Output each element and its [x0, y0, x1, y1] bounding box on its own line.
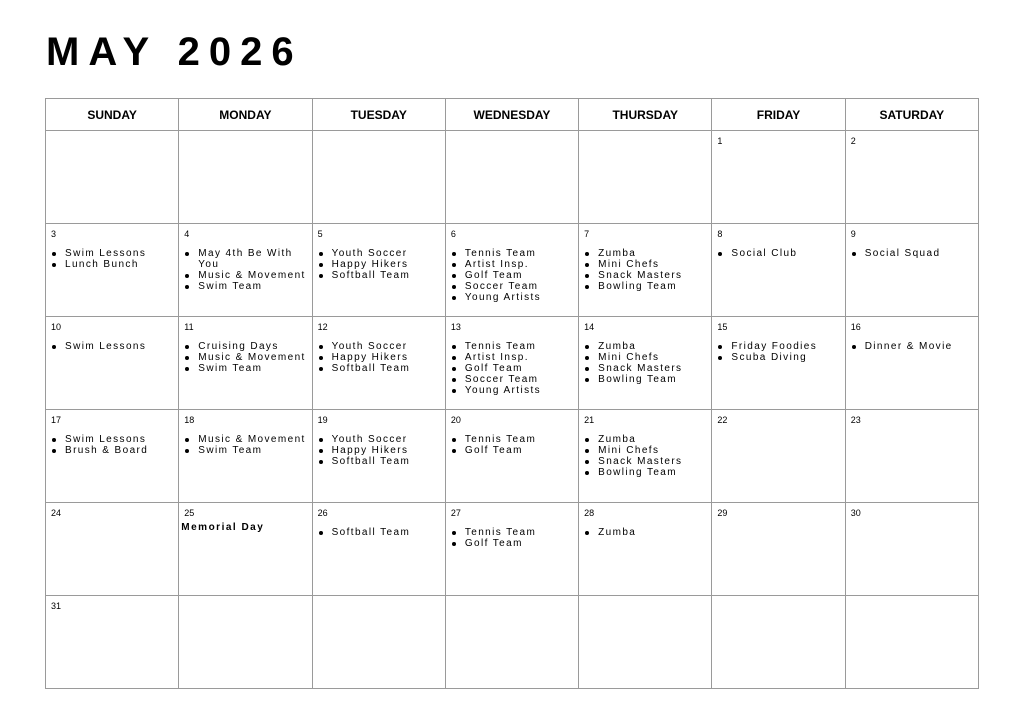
day-number: 31	[51, 601, 62, 611]
day-cell	[312, 317, 445, 410]
day-cell	[179, 503, 312, 596]
weekday-header: MONDAY	[179, 99, 312, 131]
day-number: 26	[317, 508, 328, 518]
event-list	[717, 248, 842, 259]
day-cell	[445, 596, 578, 689]
event-item: Swim Team	[184, 281, 309, 292]
event-list	[318, 248, 443, 281]
day-cell	[845, 317, 978, 410]
weekday-header: WEDNESDAY	[445, 99, 578, 131]
event-list	[584, 434, 709, 478]
event-list	[451, 341, 576, 396]
day-cell	[845, 131, 978, 224]
day-number: 11	[184, 322, 194, 332]
weekday-header: TUESDAY	[312, 99, 445, 131]
week-row	[46, 224, 979, 317]
event-item: Lunch Bunch	[51, 259, 176, 270]
event-item: Mini Chefs	[584, 445, 709, 456]
day-number: 22	[717, 415, 728, 425]
day-number: 27	[450, 508, 461, 518]
event-item: Golf Team	[451, 270, 576, 281]
day-number: 6	[450, 229, 456, 239]
day-cell	[445, 131, 578, 224]
event-item: Happy Hikers	[318, 445, 443, 456]
day-cell	[845, 596, 978, 689]
day-cell	[579, 503, 712, 596]
day-cell	[579, 596, 712, 689]
event-list	[184, 248, 309, 292]
event-item: Young Artists	[451, 385, 576, 396]
event-item: Artist Insp.	[451, 259, 576, 270]
day-number: 16	[850, 322, 861, 332]
day-cell	[46, 224, 179, 317]
event-list	[184, 434, 309, 456]
weekday-header: SATURDAY	[845, 99, 978, 131]
event-list	[584, 527, 709, 538]
event-list	[318, 434, 443, 467]
day-number: 5	[317, 229, 323, 239]
event-item: Zumba	[584, 527, 709, 538]
event-item: Bowling Team	[584, 374, 709, 385]
day-cell	[179, 317, 312, 410]
event-item: Young Artists	[451, 292, 576, 303]
day-number: 21	[584, 415, 595, 425]
weekday-header: THURSDAY	[579, 99, 712, 131]
event-list	[451, 434, 576, 456]
day-number: 14	[584, 322, 595, 332]
event-list	[51, 434, 176, 456]
event-item: Dinner & Movie	[851, 341, 976, 352]
event-list	[451, 527, 576, 549]
event-list	[851, 248, 976, 259]
day-cell	[46, 410, 179, 503]
day-number: 4	[184, 229, 190, 239]
week-row	[46, 131, 979, 224]
day-number: 8	[717, 229, 723, 239]
day-number: 10	[51, 322, 62, 332]
weekday-header: SUNDAY	[46, 99, 179, 131]
day-number: 25	[184, 508, 195, 518]
event-item: Golf Team	[451, 538, 576, 549]
weekday-header-row	[46, 99, 979, 131]
day-cell	[312, 131, 445, 224]
day-cell	[445, 317, 578, 410]
event-item: Bowling Team	[584, 467, 709, 478]
event-item: Swim Lessons	[51, 434, 176, 445]
event-item: Snack Masters	[584, 363, 709, 374]
event-item: Scuba Diving	[717, 352, 842, 363]
event-item: Music & Movement	[184, 270, 309, 281]
day-cell	[179, 596, 312, 689]
event-list	[318, 341, 443, 374]
day-number: 24	[51, 508, 62, 518]
event-item: Softball Team	[318, 527, 443, 538]
holiday-label: Memorial Day	[181, 522, 265, 533]
day-number: 30	[850, 508, 861, 518]
calendar-grid	[45, 98, 979, 689]
event-item: Bowling Team	[584, 281, 709, 292]
day-cell	[845, 410, 978, 503]
event-list	[318, 527, 443, 538]
day-cell	[712, 503, 845, 596]
event-item: Youth Soccer	[318, 341, 443, 352]
day-number: 13	[450, 322, 461, 332]
event-item: Swim Lessons	[51, 248, 176, 259]
day-cell	[712, 224, 845, 317]
day-cell	[312, 596, 445, 689]
day-cell	[312, 503, 445, 596]
day-number: 7	[584, 229, 590, 239]
event-item: Social Club	[717, 248, 842, 259]
day-number: 9	[850, 229, 856, 239]
day-number: 12	[317, 322, 328, 332]
event-item: Snack Masters	[584, 270, 709, 281]
event-item: Softball Team	[318, 456, 443, 467]
event-item: Music & Movement	[184, 352, 309, 363]
event-item: Tennis Team	[451, 527, 576, 538]
day-cell	[46, 131, 179, 224]
event-item: Golf Team	[451, 363, 576, 374]
event-list	[51, 341, 176, 352]
day-cell	[445, 503, 578, 596]
event-item: Zumba	[584, 434, 709, 445]
day-cell	[845, 224, 978, 317]
day-cell	[712, 410, 845, 503]
event-item: Friday Foodies	[717, 341, 842, 352]
day-cell	[46, 596, 179, 689]
day-number: 20	[450, 415, 461, 425]
day-cell	[179, 224, 312, 317]
event-list	[51, 248, 176, 270]
day-cell	[46, 317, 179, 410]
event-item: Mini Chefs	[584, 352, 709, 363]
event-item: Zumba	[584, 341, 709, 352]
event-item: Brush & Board	[51, 445, 176, 456]
day-number: 23	[850, 415, 861, 425]
day-cell	[712, 596, 845, 689]
event-item: Tennis Team	[451, 248, 576, 259]
week-row	[46, 503, 979, 596]
day-number: 15	[717, 322, 728, 332]
day-cell	[579, 131, 712, 224]
day-number: 28	[584, 508, 595, 518]
day-cell	[46, 503, 179, 596]
day-cell	[445, 224, 578, 317]
page-title: MAY 2026	[46, 30, 303, 74]
week-row	[46, 410, 979, 503]
event-item: Swim Team	[184, 445, 309, 456]
event-list	[717, 341, 842, 363]
day-cell	[712, 317, 845, 410]
event-item: Softball Team	[318, 363, 443, 374]
event-item: Tennis Team	[451, 434, 576, 445]
day-cell	[312, 224, 445, 317]
event-item: Golf Team	[451, 445, 576, 456]
event-item: Youth Soccer	[318, 248, 443, 259]
day-number: 1	[717, 136, 723, 146]
event-item: Snack Masters	[584, 456, 709, 467]
day-number: 3	[51, 229, 57, 239]
event-list	[584, 248, 709, 292]
day-cell	[712, 131, 845, 224]
day-cell	[579, 317, 712, 410]
day-cell	[179, 410, 312, 503]
event-item: Youth Soccer	[318, 434, 443, 445]
event-item: Mini Chefs	[584, 259, 709, 270]
event-item: Tennis Team	[451, 341, 576, 352]
day-cell	[312, 410, 445, 503]
event-item: Music & Movement	[184, 434, 309, 445]
event-item: Swim Lessons	[51, 341, 176, 352]
event-item: Cruising Days	[184, 341, 309, 352]
day-number: 29	[717, 508, 728, 518]
day-cell	[179, 131, 312, 224]
event-item: Swim Team	[184, 363, 309, 374]
event-item: Softball Team	[318, 270, 443, 281]
event-item: May 4th Be With You	[184, 248, 309, 270]
event-list	[584, 341, 709, 385]
event-item: Happy Hikers	[318, 352, 443, 363]
day-cell	[845, 503, 978, 596]
day-number: 18	[184, 415, 195, 425]
week-row	[46, 317, 979, 410]
day-cell	[579, 224, 712, 317]
day-number: 17	[51, 415, 62, 425]
event-list	[851, 341, 976, 352]
event-list	[184, 341, 309, 374]
day-cell	[445, 410, 578, 503]
event-item: Soccer Team	[451, 281, 576, 292]
day-number: 19	[317, 415, 328, 425]
event-item: Social Squad	[851, 248, 976, 259]
event-item: Happy Hikers	[318, 259, 443, 270]
day-cell	[579, 410, 712, 503]
day-number: 2	[850, 136, 856, 146]
event-item: Zumba	[584, 248, 709, 259]
event-list	[451, 248, 576, 303]
event-item: Artist Insp.	[451, 352, 576, 363]
weekday-header: FRIDAY	[712, 99, 845, 131]
event-item: Soccer Team	[451, 374, 576, 385]
week-row	[46, 596, 979, 689]
